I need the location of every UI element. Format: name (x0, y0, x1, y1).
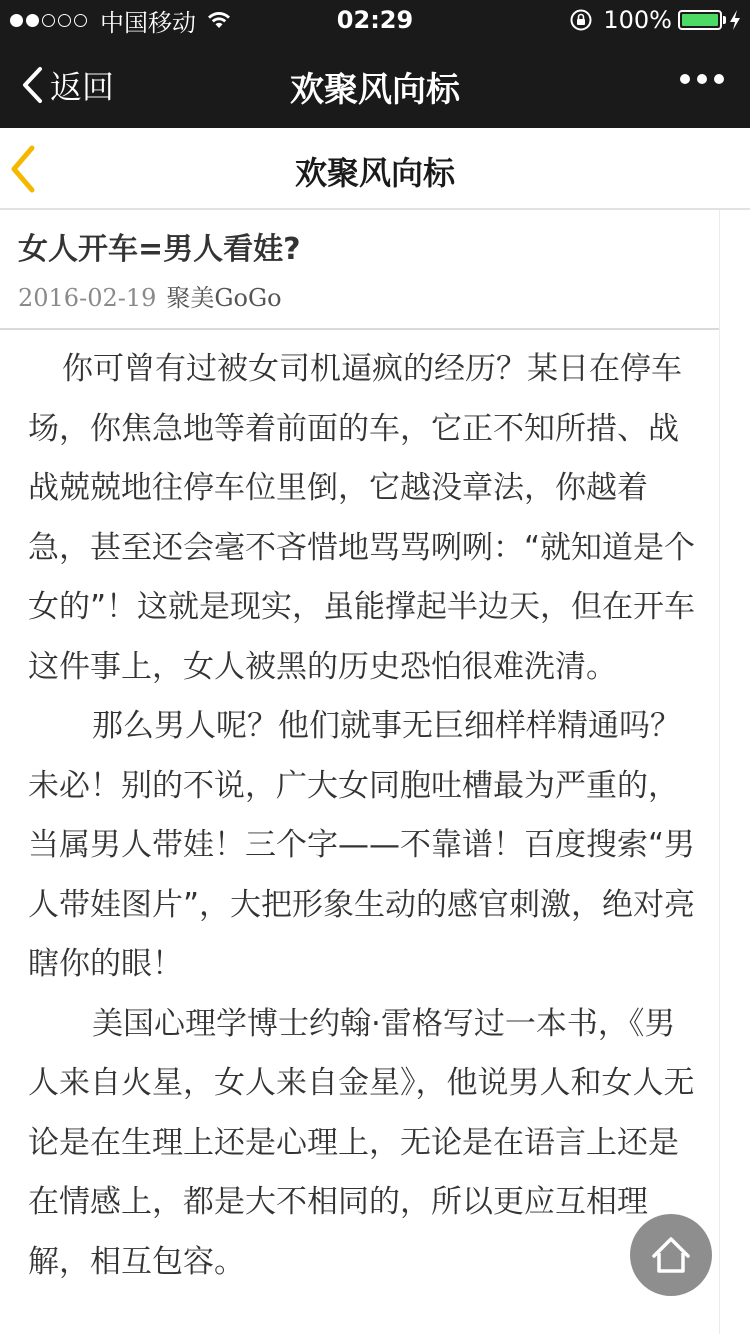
battery-fill (682, 14, 718, 26)
article-meta (18, 278, 282, 313)
home-up-icon (648, 1232, 694, 1278)
back-to-top-button[interactable] (630, 1214, 712, 1296)
charging-bolt-icon (728, 9, 742, 31)
article-paragraph: 你可曾有过被女司机逼疯的经历？某日在停车场，你焦急地等着前面的车，它正不知所措、战战兢兢地往停车位里倒，它越没章法，你越着急，甚至还会毫不吝惜地骂骂咧咧：“就知道是个女的”！这就是现实，虽能撑起半边天，但在开车这件事上，女人被黑的历史恐怕很难洗清。 (28, 351, 696, 685)
article-title: 女人开车=男人看娃? (18, 232, 301, 267)
article-paragraph: 那么男人呢？他们就事无巨细样样精通吗？未必！别的不说，广大女同胞吐槽最为严重的，当属男人带娃！三个字——不靠谱！百度搜索“男人带娃图片”，大把形象生动的感官刺激，绝对亮瞎你的眼！ (28, 708, 696, 982)
rotation-lock-icon (569, 8, 593, 32)
page-header (0, 128, 750, 210)
more-dot (714, 74, 724, 84)
status-bar (0, 0, 750, 40)
page-header-title: 欢聚风向标 (294, 154, 455, 192)
carrier-name: 中国移动 (100, 8, 196, 37)
nav-title: 欢聚风向标 (290, 70, 460, 110)
battery-percent: 100% (603, 6, 672, 34)
nav-back-label: 返回 (50, 68, 115, 106)
article-header (0, 210, 720, 330)
more-dot (680, 74, 690, 84)
more-options-icon[interactable] (673, 74, 724, 84)
nav-bar (0, 40, 750, 128)
status-time: 02:29 (336, 6, 414, 34)
status-right (569, 6, 742, 34)
more-dot (697, 74, 707, 84)
article-date: 2016-02-19 (18, 284, 157, 312)
battery-icon (678, 10, 722, 30)
article-source[interactable]: 聚美GoGo (166, 284, 282, 312)
article-paragraph: 美国心理学博士约翰·雷格写过一本书，《男人来自火星，女人来自金星》，他说男人和女人无论是在生理上还是心理上，无论是在语言上还是在情感上，都是大不相同的，所以更应互相理解，相互包容。 (28, 1005, 695, 1280)
article-body (28, 340, 698, 1292)
divider (719, 210, 720, 1334)
